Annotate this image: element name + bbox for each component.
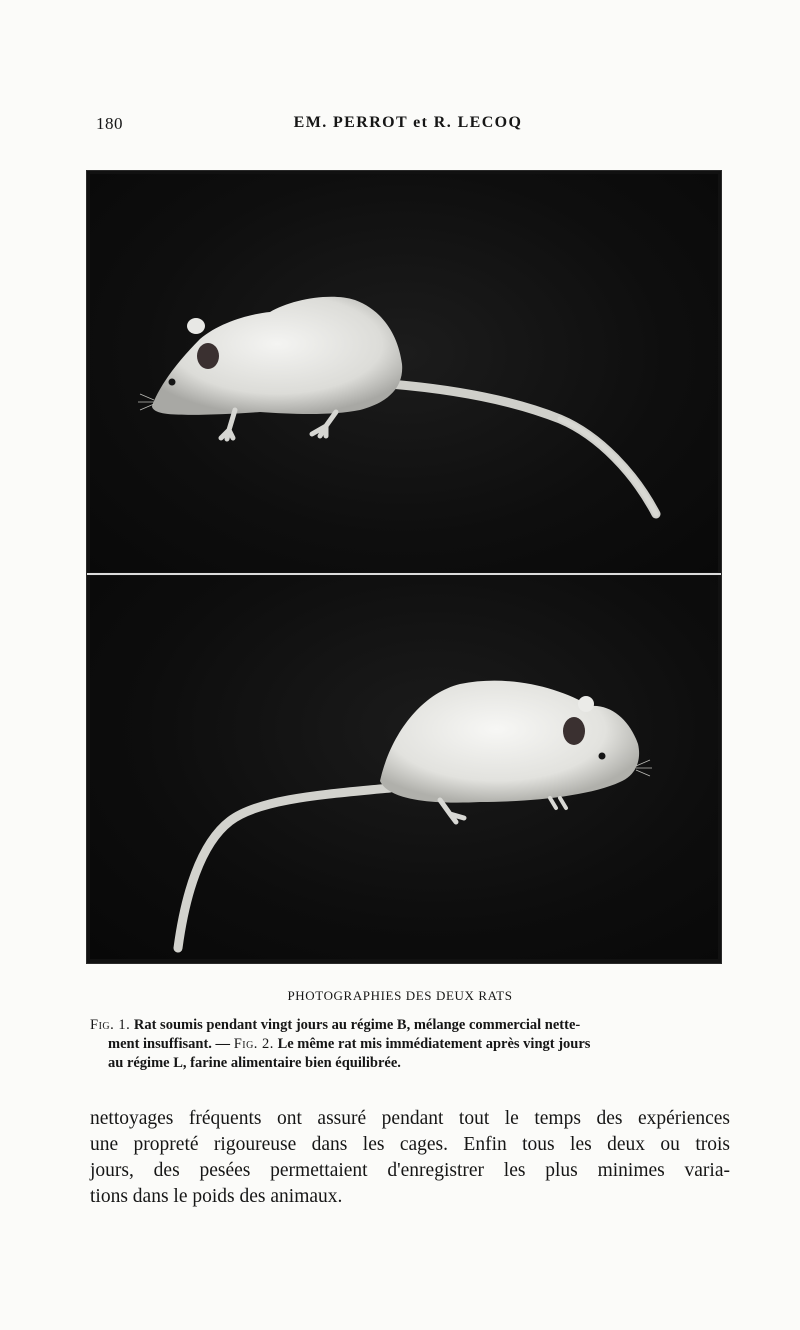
fig-1-label: Fig. 1.: [90, 1017, 131, 1033]
caption-line-3: [90, 1054, 730, 1073]
fig-1-text-a: Rat soumis pendant vingt jours au régime B, mélange commercial nette-: [133, 1017, 581, 1033]
fig-2-text-b: au régime L, farine alimentaire bien équilibrée.: [108, 1055, 401, 1071]
caption-line-1: [90, 1016, 730, 1035]
running-head-title: EM. PERROT et R. LECOQ: [293, 114, 523, 131]
photo-fig-1: [90, 174, 718, 572]
caption-line-2: [90, 1035, 730, 1054]
body-line-1: nettoyages fréquents ont assuré pendant tout le temps des expériences: [90, 1108, 730, 1129]
running-head: [0, 114, 800, 138]
body-line-2: une propreté rigoureuse dans les cages. Enfin tous les deux ou trois: [90, 1134, 730, 1155]
plate-divider: [87, 573, 721, 575]
fig-2-label: Fig. 2.: [233, 1036, 274, 1052]
fig-1-text-b: ment insuffisant. —: [108, 1036, 231, 1052]
body-line-4: tions dans le poids des animaux.: [90, 1186, 343, 1207]
photo-fig-2: [90, 576, 718, 959]
page-number: 180: [96, 114, 123, 133]
figure-caption: [90, 1016, 730, 1073]
body-line-3: jours, des pesées permettaient d'enregistrer les plus minimes varia-: [90, 1160, 730, 1181]
photo-plate: [86, 170, 722, 964]
fig-2-text-a: Le même rat mis immédiatement après vingt jours: [277, 1036, 591, 1052]
plate-title: PHOTOGRAPHIES DES DEUX RATS: [287, 988, 513, 1003]
body-paragraph: [90, 1106, 730, 1210]
white-rat-thin-icon: [90, 174, 718, 572]
white-rat-plump-icon: [90, 576, 718, 959]
